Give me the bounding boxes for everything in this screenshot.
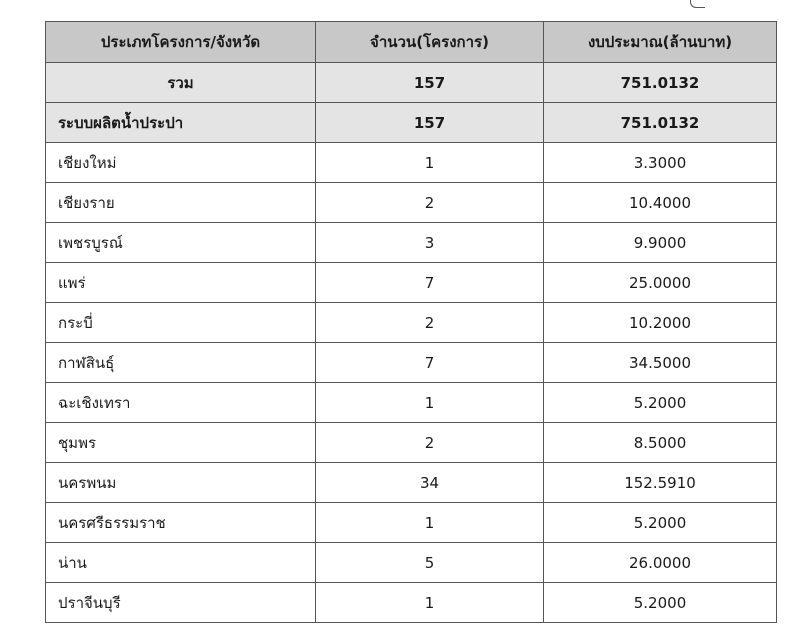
province-name: แพร่ bbox=[46, 263, 316, 303]
table-row bbox=[46, 263, 777, 303]
project-count: 3 bbox=[316, 223, 544, 263]
total-label: รวม bbox=[46, 63, 316, 103]
project-count: 2 bbox=[316, 303, 544, 343]
subtotal-row bbox=[46, 103, 777, 143]
budget-value: 25.0000 bbox=[544, 263, 777, 303]
total-budget: 751.0132 bbox=[544, 63, 777, 103]
province-name: น่าน bbox=[46, 543, 316, 583]
project-count: 2 bbox=[316, 183, 544, 223]
budget-value: 152.5910 bbox=[544, 463, 777, 503]
table-row bbox=[46, 463, 777, 503]
table-row bbox=[46, 543, 777, 583]
budget-table bbox=[45, 21, 777, 623]
total-projects: 157 bbox=[316, 63, 544, 103]
project-count: 34 bbox=[316, 463, 544, 503]
table-row bbox=[46, 343, 777, 383]
province-name: กาฬสินธุ์ bbox=[46, 343, 316, 383]
budget-value: 10.2000 bbox=[544, 303, 777, 343]
table-row bbox=[46, 223, 777, 263]
project-count: 2 bbox=[316, 423, 544, 463]
subtotal-label: ระบบผลิตน้ำประปา bbox=[46, 103, 316, 143]
table-row bbox=[46, 143, 777, 183]
province-name: ปราจีนบุรี bbox=[46, 583, 316, 623]
table-row bbox=[46, 303, 777, 343]
page-edge-mark bbox=[690, 0, 705, 8]
table-row bbox=[46, 423, 777, 463]
table-row bbox=[46, 383, 777, 423]
project-count: 1 bbox=[316, 503, 544, 543]
subtotal-budget: 751.0132 bbox=[544, 103, 777, 143]
province-name: เชียงราย bbox=[46, 183, 316, 223]
project-count: 1 bbox=[316, 143, 544, 183]
project-count: 7 bbox=[316, 263, 544, 303]
budget-value: 5.2000 bbox=[544, 383, 777, 423]
table-row bbox=[46, 183, 777, 223]
table-row bbox=[46, 583, 777, 623]
province-name: ฉะเชิงเทรา bbox=[46, 383, 316, 423]
project-count: 1 bbox=[316, 383, 544, 423]
table-header-row bbox=[46, 22, 777, 63]
project-count: 7 bbox=[316, 343, 544, 383]
province-name: ชุมพร bbox=[46, 423, 316, 463]
province-name: เพชรบูรณ์ bbox=[46, 223, 316, 263]
province-name: เชียงใหม่ bbox=[46, 143, 316, 183]
province-name: นครศรีธรรมราช bbox=[46, 503, 316, 543]
subtotal-projects: 157 bbox=[316, 103, 544, 143]
header-category: ประเภทโครงการ/จังหวัด bbox=[46, 22, 316, 63]
province-name: กระบี่ bbox=[46, 303, 316, 343]
budget-value: 8.5000 bbox=[544, 423, 777, 463]
project-count: 1 bbox=[316, 583, 544, 623]
province-name: นครพนม bbox=[46, 463, 316, 503]
budget-value: 26.0000 bbox=[544, 543, 777, 583]
header-project-count: จำนวน(โครงการ) bbox=[316, 22, 544, 63]
table-row bbox=[46, 503, 777, 543]
budget-value: 34.5000 bbox=[544, 343, 777, 383]
total-row bbox=[46, 63, 777, 103]
project-count: 5 bbox=[316, 543, 544, 583]
budget-value: 5.2000 bbox=[544, 583, 777, 623]
budget-value: 3.3000 bbox=[544, 143, 777, 183]
budget-value: 9.9000 bbox=[544, 223, 777, 263]
budget-value: 5.2000 bbox=[544, 503, 777, 543]
header-budget: งบประมาณ(ล้านบาท) bbox=[544, 22, 777, 63]
budget-value: 10.4000 bbox=[544, 183, 777, 223]
